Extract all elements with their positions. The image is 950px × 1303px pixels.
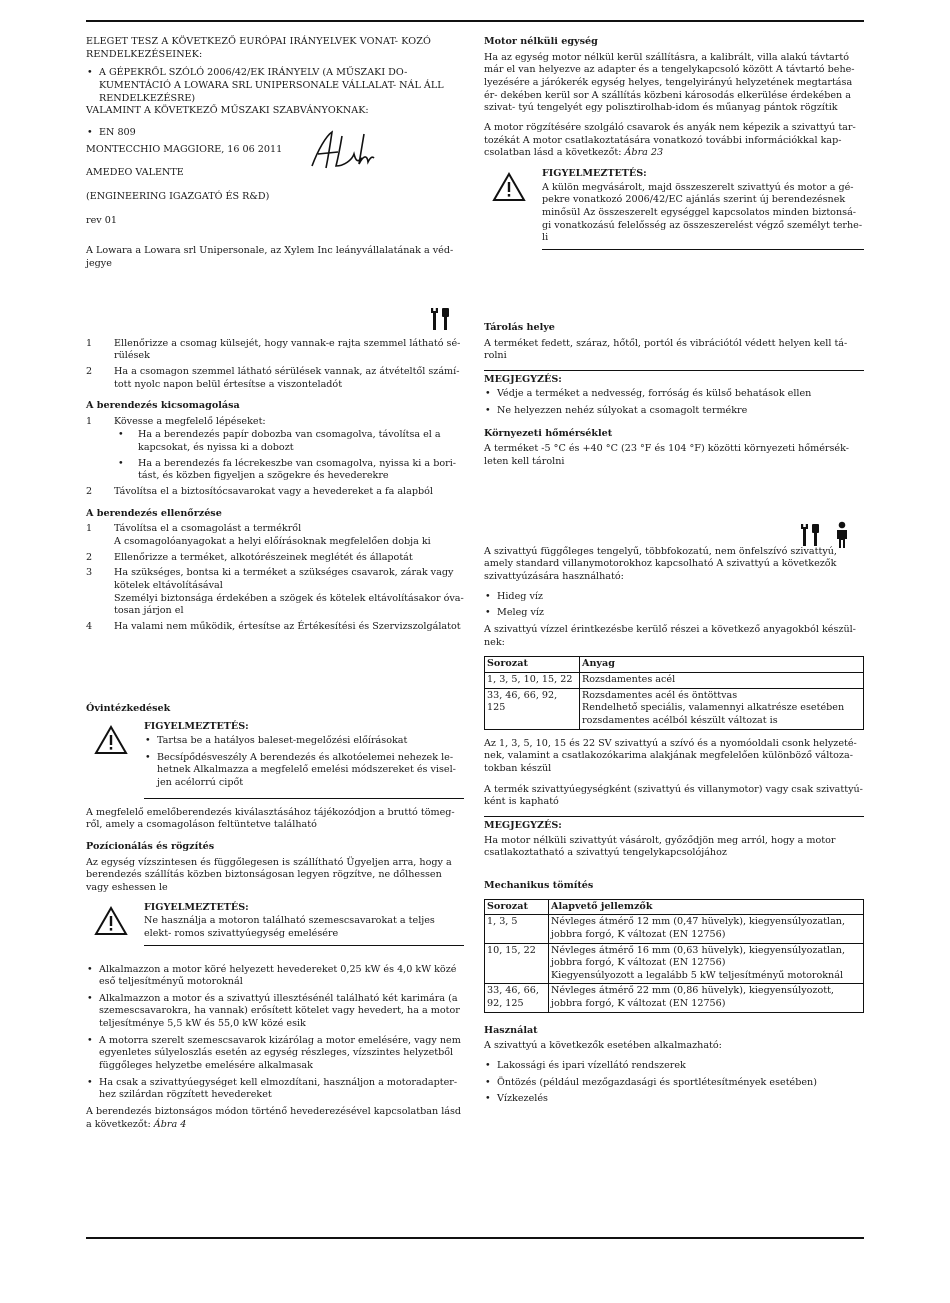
revision: rev 01 [86, 214, 117, 226]
unpack-title: A berendezés kicsomagolása [86, 400, 240, 412]
signer-name: AMEDEO VALENTE [86, 167, 184, 179]
positioning-text: Az egység vízszintesen és függőlegesen is szállítható Ügyeljen arra, hogy a berendezés szállítás közben biztonságosan legyen rögzítve, ne dőlhessen vagy eshessen le [86, 856, 452, 893]
figure-ref: Ábra 4 [153, 1118, 187, 1130]
warning-label: FIGYELMEZTETÉS: [542, 167, 647, 179]
table-row: 33, 46, 66, 92, 125 Rozsdamentes acél és öntöttvas Rendelhető speciális, valamennyi alkatrésze esetében rozsdamentes acélból készült változat is [485, 688, 864, 729]
materials-intro: A szivattyú vízzel érintkezésbe kerülő részei a következő anyagokból készül- nek: [484, 624, 856, 648]
note-text: Ha motor nélküli szivattyút vásárolt, győződjön meg arról, hogy a motor csatlakoztatható a szivattyú tengelykapcsolójához [484, 834, 836, 859]
trademark-note: A Lowara a Lowara srl Unipersonale, az Xylem Inc leányvállalatának a véd- jegye [86, 245, 454, 269]
nomotor-text2: A motor rögzítésére szolgáló csavarok és anyák nem képezik a szivattyú tar- tozékát A motor csatlakoztatására vonatkozó további információkkal kap- csolatban lásd a következőt: Ábra 23 [484, 121, 856, 159]
list-item: • Alkalmazzon a motor és a szivattyú illesztésénél található két karimára (a szemescsavarokra, ha vannak) erősített kötelet vagy hevedert, ha a motor teljesítménye 5,5 kW és 55,0 kW közé esik [86, 993, 464, 1031]
list-item: 2 Ellenőrizze a terméket, alkotórészeinek meglétét és állapotát [86, 551, 413, 563]
note-box [484, 370, 864, 418]
note-box [484, 816, 864, 860]
storage-text: A terméket fedett, száraz, hőtől, portól és vibrációtól védett helyen kell tá- rolni [484, 337, 848, 362]
warning-text: Ne használja a motoron található szemescsavarokat a teljes elekt- romos szivattyúegység emelésére [144, 915, 435, 939]
list-item: • Lakossági és ipari vízellátó rendszerek [484, 1060, 864, 1073]
seal-title: Mechanikus tömítés [484, 879, 594, 891]
materials-table [484, 656, 864, 729]
warning-triangle-icon [86, 902, 144, 946]
positioning-title: Pozícionálás és rögzítés [86, 840, 215, 852]
table-row: 1, 3, 5 Névleges átmérő 12 mm (0,47 hüvelyk), kiegyensúlyozatlan, jobbra forgó, K változat (EN 12756) [485, 915, 864, 943]
note-label: MEGJEGYZÉS: [484, 373, 562, 385]
check-list [86, 338, 464, 392]
declaration-list [86, 67, 464, 105]
list-item: • Vízkezelés [484, 1093, 864, 1106]
positioning-list [86, 964, 464, 1103]
list-item: • Meleg víz [484, 607, 864, 620]
use-list [484, 1060, 864, 1106]
sub-item: • Ha a berendezés papír dobozba van csomagolva, távolítsa el a kapcsokat, és nyissa ki a dobozt [114, 429, 464, 454]
unpack-list [86, 416, 464, 499]
description-text: A szivattyú függőleges tengelyű, többfokozatú, nem önfelszívó szivattyú, amely standard villanymotorokhoz kapcsolható A szivattyú a következők szivattyúzására használható: [484, 545, 837, 583]
list-item: • Alkalmazzon a motor köré helyezett hevedereket 0,25 kW és 4,0 kW közé eső teljesítményű motoroknál [86, 964, 464, 989]
warning-label: FIGYELMEZTETÉS: [144, 721, 249, 733]
nomotor-text: Ha az egység motor nélkül kerül szállításra, a kalibrált, villa alakú távtartó már el van helyezve az adapter és a tengelykapcsoló között A távtartó behe- lyezésére a járókerék egység helyes, tengelyirányú helyzetének megtartása ér- dekében kerül sor A szállítás közbeni károsodás elkerülése érdekében a szivat- tyú tengelyét egy polisztirolhab-idom és műanyag pántok rögzítik [484, 51, 855, 114]
top-rule [86, 20, 864, 22]
list-item: 2 Ha a csomagon szemmel látható sérülések vannak, az átvételtől számí- tott nyolc napon belül értesítse a viszonteladót [86, 365, 460, 390]
fluid-list [484, 591, 864, 620]
table-header: Alapvető jellemzők [549, 899, 864, 915]
warning-item: • Becsípődésveszély A berendezés és alkotóelemei nehezek le- hetnek Alkalmazza a megfelelő emelési módszereket és visel- jen acélorrú cipőt [144, 752, 464, 790]
storage-title: Tárolás helye [484, 321, 555, 333]
warning-box [86, 902, 464, 946]
list-item: • A motorra szerelt szemescsavarok kizárólag a motor emelésére, vagy nem egyenletes súlyeloszlás esetén az egység részleges, vízszintes helyzetből függőleges helyzetbe emelésére alkalmasak [86, 1035, 464, 1073]
figure-ref: Ábra 23 [624, 147, 664, 159]
note-label: MEGJEGYZÉS: [484, 819, 562, 831]
declaration-heading: ELEGET TESZ A KÖVETKEZŐ EURÓPAI IRÁNYELVEK VONAT- KOZÓ RENDELKEZÉSEINEK: [86, 36, 432, 60]
list-item: 1 Ellenőrizze a csomag külsejét, hogy vannak-e rajta szemmel látható sé- rülések [86, 337, 461, 362]
place-date: MONTECCHIO MAGGIORE, 16 06 2011 [86, 143, 283, 155]
warning-box [86, 721, 464, 798]
lift-note: A megfelelő emelőberendezés kiválasztásához tájékozódjon a bruttó tömeg- ről, amely a csomagoláson feltüntetve található [86, 806, 455, 831]
left-column [86, 36, 464, 1138]
table-header: Sorozat [485, 899, 549, 915]
list-item: 4 Ha valami nem működik, értesítse az Értékesítési és Szervizszolgálatot [86, 621, 461, 632]
declaration-item: • A GÉPEKRŐL SZÓLÓ 2006/42/EK IRÁNYELV (A MŰSZAKI DO- KUMENTÁCIÓ A LOWARA SRL UNIPERSONALE VÁLLALAT- NÁL ÁLL RENDELKEZÉSRE) [86, 67, 464, 105]
positioning-ref: A berendezés biztonságos módon történő hevederezésével kapcsolatban lásd a következőt: Ábra 4 [86, 1106, 462, 1130]
warning-triangle-icon [484, 168, 542, 250]
seal-table [484, 899, 864, 1013]
table-row: 33, 46, 66, 92, 125 Névleges átmérő 22 mm (0,86 hüvelyk), kiegyensúlyozott, jobbra forgó, K változat (EN 12756) [485, 984, 864, 1012]
list-item: • Öntözés (például mezőgazdasági és sportlétesítmények esetében) [484, 1077, 864, 1090]
env-text: A terméket -5 °C és +40 °C (23 °F és 104 °F) közötti környezeti hőmérsék- leten kell tárolni [484, 443, 849, 468]
list-item: 2 Távolítsa el a biztosítócsavarokat vagy a hevedereket a fa alapból [86, 486, 433, 498]
list-item: • Hideg víz [484, 591, 864, 604]
warning-text: A külön megvásárolt, majd összeszerelt szivattyú és motor a gé- pekre vonatkozó 2006/42/EC ajánlás szerint új berendezésnek minősül Az összeszerelt egységgel kapcsolatos minden biztonsá- gi vonatkozású felelősség az összeszerelést végző személyt terhe- li [542, 181, 863, 244]
use-title: Használat [484, 1024, 538, 1036]
signature [222, 128, 382, 174]
standard-item: • EN 809 [86, 127, 464, 140]
note-item: • Ne helyezzen nehéz súlyokat a csomagolt termékre [484, 405, 864, 418]
precautions-title: Óvintézkedések [86, 702, 171, 714]
warning-label: FIGYELMEZTETÉS: [144, 901, 249, 913]
note-item: • Védje a terméket a nedvesség, forróság és külső behatások ellen [484, 388, 864, 401]
wrench-screwdriver-icon [430, 306, 452, 332]
list-item: 1 Kövesse a megfelelő lépéseket: • Ha a berendezés papír dobozba van csomagolva, távolítsa el a kapcsokat, és nyissa ki a dobozt • Ha a berendezés fa lécrekeszbe van csomagolva, nyissa ki a bori- tást, és közben figyeljen a szögekre és hevederekre [86, 416, 464, 483]
unit-text: A termék szivattyúegységként (szivattyú és villanymotor) vagy csak szivattyú- ként is kapható [484, 783, 863, 808]
inspect-title: A berendezés ellenőrzése [86, 507, 222, 519]
table-header: Anyag [580, 657, 864, 673]
nomotor-title: Motor nélküli egység [484, 36, 598, 47]
signer-role: (ENGINEERING IGAZGATÓ ÉS R&D) [86, 190, 270, 202]
table-row: 10, 15, 22 Névleges átmérő 16 mm (0,63 hüvelyk), kiegyensúlyozatlan, jobbra forgó, K változat (EN 12756) Kiegyensúlyozott a legalább 5 kW teljesítményű motoroknál [485, 943, 864, 984]
inspect-list [86, 523, 464, 633]
sub-item: • Ha a berendezés fa lécrekeszbe van csomagolva, nyissa ki a bori- tást, és közben figyeljen a szögekre és hevederekre [114, 458, 464, 483]
wrench-screwdriver-icon [800, 522, 822, 548]
warning-box [484, 168, 864, 250]
standards-heading: VALAMINT A KÖVETKEZŐ MŰSZAKI SZABVÁNYOKNAK: [86, 105, 369, 117]
warning-triangle-icon [86, 721, 144, 798]
table-row: 1, 3, 5, 10, 15, 22 Rozsdamentes acél [485, 673, 864, 689]
table-header: Sorozat [485, 657, 580, 673]
sv-text: Az 1, 3, 5, 10, 15 és 22 SV szivattyú a szívó és a nyomóoldali csonk helyzeté- nek, valamint a csatlakozókarima alakjának megfelelően különböző változa- tokban készül [484, 737, 857, 774]
list-item: 1 Távolítsa el a csomagolást a termékről A csomagolóanyagokat a helyi előírásoknak megfelelően dobja ki [86, 523, 431, 548]
person-icon [834, 521, 850, 549]
bottom-rule [86, 1237, 864, 1239]
env-title: Környezeti hőmérséklet [484, 427, 613, 439]
use-text: A szivattyú a következők esetében alkalmazható: [484, 1040, 722, 1052]
right-column [484, 36, 864, 1110]
list-item: 3 Ha szükséges, bontsa ki a terméket a szükséges csavarok, zárak vagy kötelek eltávolításával Személyi biztonsága érdekében a szögek és kötelek eltávolításakor óva- tosan járjon el [86, 567, 464, 617]
list-item: • Ha csak a szivattyúegységet kell elmozdítani, használjon a motoradapter- hez szilárdan rögzített hevedereket [86, 1077, 464, 1102]
warning-item: • Tartsa be a hatályos baleset-megelőzési előírásokat [144, 735, 464, 748]
